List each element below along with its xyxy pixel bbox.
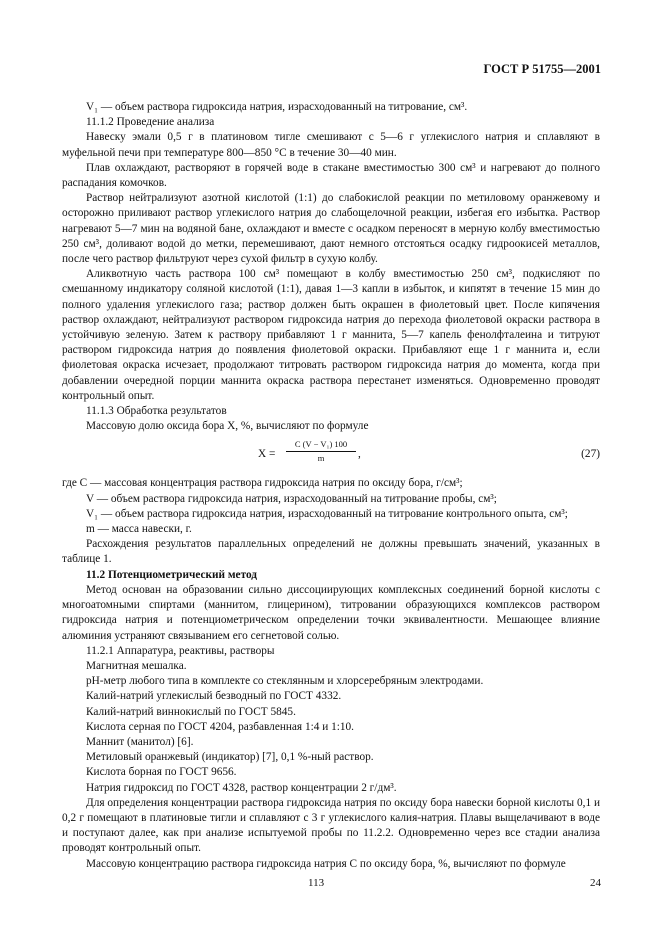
page-number: 113 <box>308 877 325 889</box>
paragraph: Плав охлаждают, растворяют в горячей воде в стакане вместимостью 300 см³ и нагревают до полного распадания комочков. <box>62 161 600 190</box>
list-item: Калий-натрий углекислый безводный по ГОСТ 4332. <box>86 690 342 703</box>
paragraph: Метод основан на образовании сильно диссоциирующих комплексных соединений борной кислоты с многоатомными спиртами (маннитом, глицерином), титровании образующихся комплексов раствором гидроксида натрия и потенциометрическом определении точки эквивалентности. Мешающее влияние алюминия устраняют связыванием его сегнетовой солью. <box>62 583 600 642</box>
section-heading: 11.1.3 Обработка результатов <box>86 405 227 418</box>
paragraph: Для определения концентрации раствора гидроксида натрия по оксиду бора навески борной кислоты 0,1 и 0,2 г помещают в платиновые тигли и сплавляют с 3 г углекислого калия-натрия. Плавы выщелачивают в воде и поступают далее, как при анализе испытуемой пробы по 11.2.2. Одновременно через все стадии анализа проводят контрольный опыт. <box>62 796 600 855</box>
variable-definition: V — объем раствора гидроксида натрия, израсходованный на титрование пробы, см³; <box>86 492 497 505</box>
list-item: Кислота борная по ГОСТ 9656. <box>86 766 237 779</box>
paragraph: Массовую долю оксида бора X, %, вычисляют по формуле <box>86 420 369 433</box>
paragraph: Навеску эмали 0,5 г в платиновом тигле смешивают с 5—6 г углекислого натрия и сплавляют в муфельной печи при температуре 800—850 °С в течение 30—40 мин. <box>62 131 600 159</box>
page-body <box>62 100 600 872</box>
formula-number: (27) <box>581 448 600 461</box>
formula-numerator: C (V − V₁) 100 <box>286 438 356 452</box>
variable-definition: где C — массовая концентрация раствора гидроксида натрия по оксиду бора, г/см³; <box>62 477 463 490</box>
list-item: Кислота серная по ГОСТ 4204, разбавленная 1:4 и 1:10. <box>86 720 354 733</box>
variable-definition: m — масса навески, г. <box>86 523 192 536</box>
list-item: pH-метр любого типа в комплекте со стеклянным и хлорсеребряным электродами. <box>86 675 484 688</box>
formula-fraction <box>286 438 356 464</box>
paragraph: Аликвотную часть раствора 100 см³ помещают в колбу вместимостью 250 см³, подкисляют по смешанному индикатору соляной кислотой (1:1), давая 1—3 капли в избыток, и кипятят в течение 15 мин до полного удаления углекислого газа; раствор должен быть окрашен в фиолетовый цвет. После кипячения раствор охлаждают, нейтрализуют раствором гидроксида натрия до перехода фиолетовой окраски раствора в устойчивую зеленую. Затем к раствору прибавляют 1 г маннита, 5—7 капель фенолфталеина и титруют раствором гидроксида натрия до появления фиолетовой окраски. Прибавляют еще 1 г маннита и, если фиолетовая окраска исчезает, продолжают титровать раствором гидроксида натрия до момента, когда при добавлении очередной порции маннита окраска раствора перестанет изменяться. Одновременно проводят контрольный опыт. <box>62 268 600 402</box>
list-item: Метиловый оранжевый (индикатор) [7], 0,1 %-ный раствор. <box>86 751 374 764</box>
formula-comma: , <box>358 448 361 461</box>
variable-definition: V₁ — объем раствора гидроксида натрия, израсходованный на титрование контрольного опыта, см³; <box>86 507 568 520</box>
list-item: Калий-натрий виннокислый по ГОСТ 5845. <box>86 705 296 718</box>
paragraph: V₁ — объем раствора гидроксида натрия, израсходованный на титрование, см³. <box>86 101 468 113</box>
list-item: Натрия гидроксид по ГОСТ 4328, раствор концентрации 2 г/дм³. <box>86 781 397 794</box>
formula-lhs: X = <box>258 448 276 461</box>
section-heading: 11.1.2 Проведение анализа <box>86 116 215 129</box>
section-heading: 11.2.1 Аппаратура, реактивы, растворы <box>86 644 275 657</box>
sheet-number: 24 <box>590 877 601 889</box>
document-header: ГОСТ Р 51755—2001 <box>483 62 601 76</box>
formula-denominator: m <box>317 453 325 464</box>
list-item: Маннит (манитол) [6]. <box>86 735 194 748</box>
list-item: Магнитная мешалка. <box>86 659 187 672</box>
paragraph: Расхождения результатов параллельных определений не должны превышать значений, указанных в таблице 1. <box>62 538 600 566</box>
paragraph: Массовую концентрацию раствора гидроксида натрия C по оксиду бора, %, вычисляют по формуле <box>86 857 566 870</box>
paragraph: Раствор нейтрализуют азотной кислотой (1:1) до слабокислой реакции по метиловому оранжевому и осторожно приливают раствор углекислого натрия до слабощелочной реакции, избегая его избытка. Раствор нагревают 5—7 мин на водяной бане, охлаждают и вместе с осадком переносят в мерную колбу вместимостью 250 см³, доливают водой до метки, перемешивают, дают немного отстояться осадку гидроокисей металлов, после чего раствор фильтруют через сухой фильтр в сухую колбу. <box>62 192 600 266</box>
formula <box>62 437 600 473</box>
section-heading: 11.2 Потенциометрический метод <box>86 568 258 581</box>
